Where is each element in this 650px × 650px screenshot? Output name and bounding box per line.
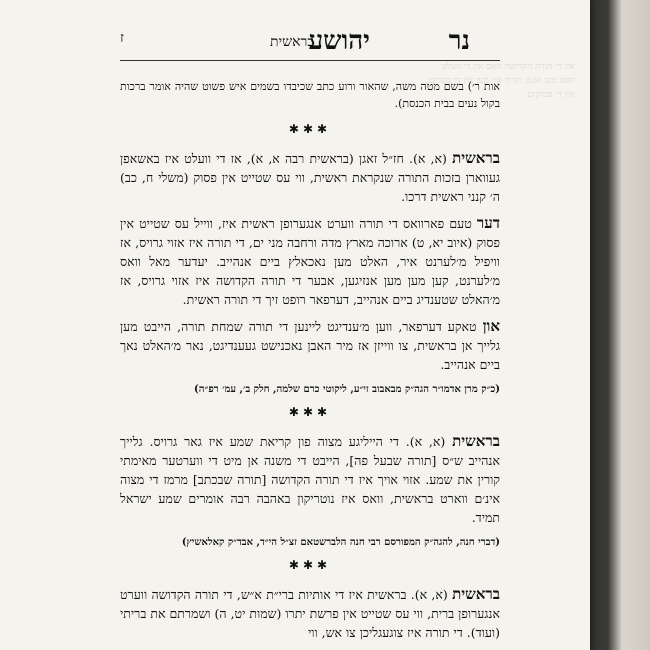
paragraph-2: [120, 214, 500, 309]
section-divider: ✱✱✱: [288, 558, 332, 572]
section-divider: ✱✱✱: [288, 405, 332, 419]
book-spine-shadow: [580, 0, 650, 650]
header-rule: [120, 60, 500, 61]
paragraph-3: [120, 317, 500, 374]
paragraph-text: טאקע דערפאר, ווען מ׳ענדיגט ליינען די תורה שמחת תורה, הייבט מען גלייך אן בראשית, צו ווייזן אז מיר האבן נאכנישט געענדיגט, נאר מ׳האלט נאך ביים אנהייב.: [120, 319, 500, 372]
paragraph-text: (א, א). בראשית איז די אותיות ברי״ת א״ש, די תורה הקדושה ווערט אנגערופן ברית, ווי עס שטייט אין פרשת יתרו (שמות יט, ה) ושמרתם את בריתי (ועוד). די תורה איז צוגעגליכן צו אש, ווי: [120, 587, 500, 640]
paragraph-text: טעם פארוואס די תורה ווערט אנגערופן ראשית איז, ווייל עס שטייט אין פסוק (איוב יא, ט) ארוכה מארץ מדה ורחבה מני ים, די תורה איז אזוי גרויס, אז וויפיל מ׳לערנט איר, האלט מען נאכאלץ ביים אנהייב. יעדער מאל וואס מ׳לערנט, קען מען מען אנזיגען, אבער די תורה הקדושה איז אזוי גרויס, אז מ׳האלט שטענדיג ביים אנהייב, דערפאר רופט זיך די תורה ראשית.: [120, 216, 500, 307]
paragraph-5: [120, 585, 500, 642]
paragraph-text: (א, א). די הייליגע מצוה פון קריאת שמע איז גאר גרויס. גלייך אנהייב ש״ס [תורה שבעל פה], הייבט די משנה אן מיט די ווערטער מאימתי קורין את שמע. אזוי אויך איז די תורה הקדושה [תורה שבכתב] מרמז די מצוה אינ׳ם ווארט בראשית, וואס איז נוטריקון באהבה רבה אומרים שמע ישראל תמיד.: [120, 434, 500, 525]
page-body: [120, 78, 500, 650]
paragraph-4: [120, 432, 500, 527]
paragraph-lead-word: בראשית: [452, 149, 500, 167]
running-header: [120, 22, 500, 62]
paragraph-lead-word: דער: [476, 214, 500, 232]
paragraph-1: [120, 149, 500, 206]
intro-continuation: אות ר׳) בשם מטה משה, שהאור ורוע כתב שכיבדו בשמים איש פשוט שהיה אומר ברכות בקול נעים בבית הכנסת).: [120, 80, 500, 110]
bleed-through-text: אין די תורה הקדושה וואס אין די וועלט וואס מען זאגט תורה איז מען אין די ספרים אין די פסוקים: [428, 62, 575, 100]
book-author: יהושע: [308, 26, 370, 56]
source-citation: (כ״ק מרן אדמו״ר הגה״ק מבאבוב זי״ע, ליקוטי כרם שלמה, חלק ב׳, עמ׳ רפ״ה): [194, 384, 500, 395]
parsha-name: בראשית: [270, 34, 315, 50]
section-divider: ✱✱✱: [288, 122, 332, 136]
paragraph-text: (א, א). חז״ל זאגן (בראשית רבה א, א), אז די וועלט איז באשאפן געווארן בזכות התורה שנקראת ראשית, ווי עס שטייט אין פסוק (משלי ח, כב) ה׳ קנני ראשית דרכו.: [120, 151, 500, 204]
paragraph-lead-word: בראשית: [452, 585, 500, 603]
paragraph-lead-word: און: [482, 317, 501, 335]
source-citation: (דברי חנה, להגה״ק המפורסם רבי חנה הלברשטאם זצ״ל הי״ד, אבד״ק קאלאשיץ): [181, 537, 500, 548]
paragraph-lead-word: בראשית: [452, 432, 500, 450]
book-title: נר: [448, 26, 470, 56]
page-number: ז: [120, 30, 124, 46]
